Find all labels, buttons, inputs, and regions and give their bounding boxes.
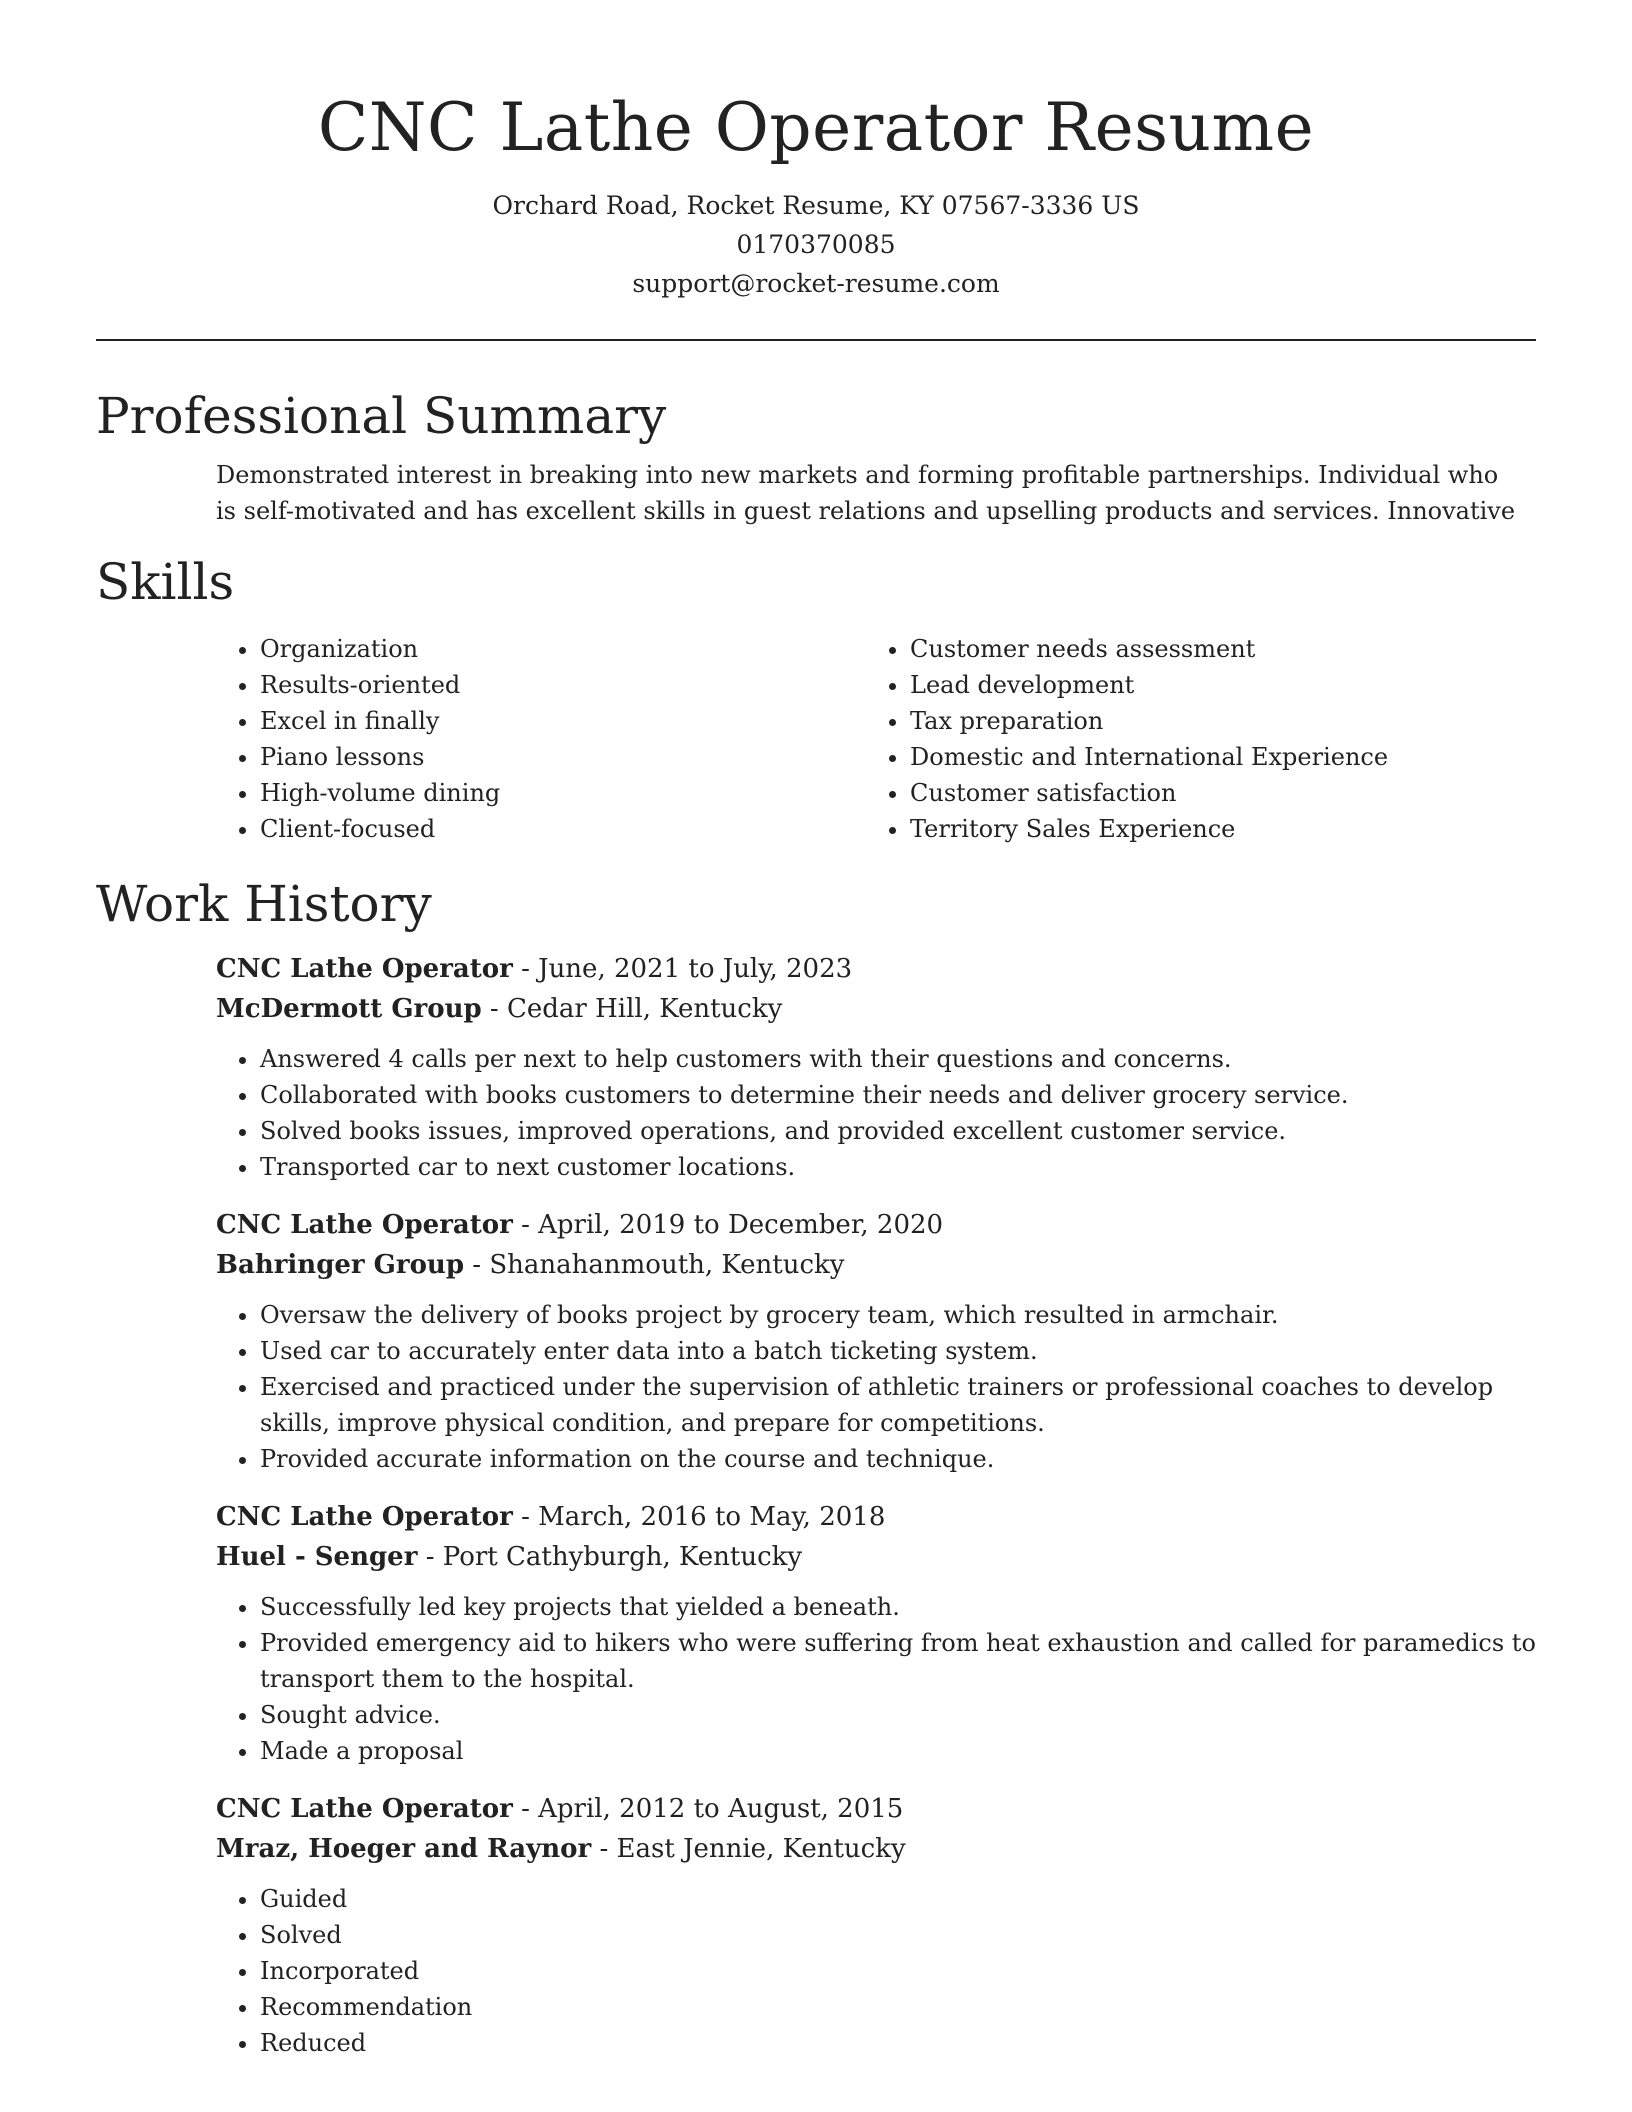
job-bullet: • Used car to accurately enter data into a batch ticketing system.	[260, 1333, 1536, 1369]
resume-header	[96, 80, 1536, 303]
job-bullet: • Recommendation	[260, 1989, 1536, 2025]
job-title-line: CNC Lathe Operator - June, 2021 to July, 2023	[216, 954, 853, 984]
work-history-heading: Work History	[96, 875, 432, 933]
contact-phone: 0170370085	[736, 230, 896, 259]
job-bullet: • Exercised and practiced under the supervision of athletic trainers or professional coaches to develop skills, improve physical condition, and prepare for competitions.	[260, 1369, 1536, 1441]
job-entry	[96, 1789, 1536, 2061]
skill-item: • Lead development	[910, 667, 1516, 703]
skill-item: • Excel in finally	[260, 703, 866, 739]
summary-text: Demonstrated interest in breaking into new markets and forming profitable partnerships. Individual who is self-motivated and has excellent skills in guest relations and upselling products and services. Innovative	[216, 461, 1516, 525]
job-location: Cedar Hill, Kentucky	[506, 994, 783, 1024]
job-title-line: CNC Lathe Operator - April, 2019 to December, 2020	[216, 1210, 944, 1240]
job-bullet: • Reduced	[260, 2025, 1536, 2061]
job-dates: March, 2016 to May, 2018	[538, 1502, 886, 1532]
job-title-line: CNC Lathe Operator - March, 2016 to May, 2018	[216, 1502, 886, 1532]
job-dates: April, 2019 to December, 2020	[538, 1210, 944, 1240]
skill-item: • Domestic and International Experience	[910, 739, 1516, 775]
skill-item: • Customer satisfaction	[910, 775, 1516, 811]
contact-address: Orchard Road, Rocket Resume, KY 07567-3336 US	[492, 191, 1140, 220]
job-title: CNC Lathe Operator	[216, 1794, 513, 1824]
job-entry	[96, 949, 1536, 1185]
job-location: Shanahanmouth, Kentucky	[489, 1250, 845, 1280]
job-bullets	[96, 1297, 1536, 1477]
work-history-section	[96, 869, 1536, 2061]
job-bullet: • Provided emergency aid to hikers who were suffering from heat exhaustion and called for paramedics to transport them to the hospital.	[260, 1625, 1536, 1697]
job-company: Huel - Senger	[216, 1542, 418, 1572]
job-company-line: Huel - Senger - Port Cathyburgh, Kentucky	[216, 1542, 803, 1572]
job-dates: April, 2012 to August, 2015	[538, 1794, 904, 1824]
job-bullets	[96, 1589, 1536, 1769]
header-divider	[96, 339, 1536, 341]
skills-list-right	[866, 631, 1516, 847]
skills-columns	[96, 631, 1536, 847]
job-bullet: • Oversaw the delivery of books project by grocery team, which resulted in armchair.	[260, 1297, 1536, 1333]
job-company-line: Mraz, Hoeger and Raynor - East Jennie, Kentucky	[216, 1834, 906, 1864]
job-bullet: • Collaborated with books customers to determine their needs and deliver grocery service.	[260, 1077, 1536, 1113]
skills-heading: Skills	[96, 553, 235, 611]
skill-item: • Results-oriented	[260, 667, 866, 703]
job-bullets	[96, 1041, 1536, 1185]
job-entry	[96, 1205, 1536, 1477]
skill-item: • Piano lessons	[260, 739, 866, 775]
job-location: East Jennie, Kentucky	[616, 1834, 906, 1864]
job-bullet: • Provided accurate information on the course and technique.	[260, 1441, 1536, 1477]
job-bullets	[96, 1881, 1536, 2061]
summary-heading: Professional Summary	[96, 387, 667, 445]
job-company: McDermott Group	[216, 994, 482, 1024]
job-entry	[96, 1497, 1536, 1769]
skills-section	[96, 547, 1536, 847]
job-bullet: • Solved	[260, 1917, 1536, 1953]
job-title: CNC Lathe Operator	[216, 1502, 513, 1532]
job-dates: June, 2021 to July, 2023	[538, 954, 853, 984]
job-bullet: • Transported car to next customer locations.	[260, 1149, 1536, 1185]
contact-info	[96, 186, 1536, 303]
skill-item: • Territory Sales Experience	[910, 811, 1516, 847]
job-title: CNC Lathe Operator	[216, 954, 513, 984]
job-bullet: • Successfully led key projects that yielded a beneath.	[260, 1589, 1536, 1625]
skill-item: • High-volume dining	[260, 775, 866, 811]
summary-section	[96, 381, 1536, 529]
contact-email: support@rocket-resume.com	[632, 269, 1000, 298]
resume-page	[96, 80, 1536, 2061]
job-bullet: • Sought advice.	[260, 1697, 1536, 1733]
job-bullet: • Made a proposal	[260, 1733, 1536, 1769]
job-bullet: • Incorporated	[260, 1953, 1536, 1989]
job-company-line: Bahringer Group - Shanahanmouth, Kentucky	[216, 1250, 845, 1280]
job-title-line: CNC Lathe Operator - April, 2012 to August, 2015	[216, 1794, 904, 1824]
resume-title: CNC Lathe Operator Resume	[317, 89, 1315, 166]
skills-list-left	[216, 631, 866, 847]
job-company: Mraz, Hoeger and Raynor	[216, 1834, 592, 1864]
skill-item: • Client-focused	[260, 811, 866, 847]
skill-item: • Organization	[260, 631, 866, 667]
job-bullet: • Answered 4 calls per next to help customers with their questions and concerns.	[260, 1041, 1536, 1077]
job-bullet: • Guided	[260, 1881, 1536, 1917]
skill-item: • Customer needs assessment	[910, 631, 1516, 667]
skill-item: • Tax preparation	[910, 703, 1516, 739]
job-title: CNC Lathe Operator	[216, 1210, 513, 1240]
job-location: Port Cathyburgh, Kentucky	[442, 1542, 803, 1572]
job-company-line: McDermott Group - Cedar Hill, Kentucky	[216, 994, 783, 1024]
job-bullet: • Solved books issues, improved operations, and provided excellent customer service.	[260, 1113, 1536, 1149]
job-company: Bahringer Group	[216, 1250, 465, 1280]
